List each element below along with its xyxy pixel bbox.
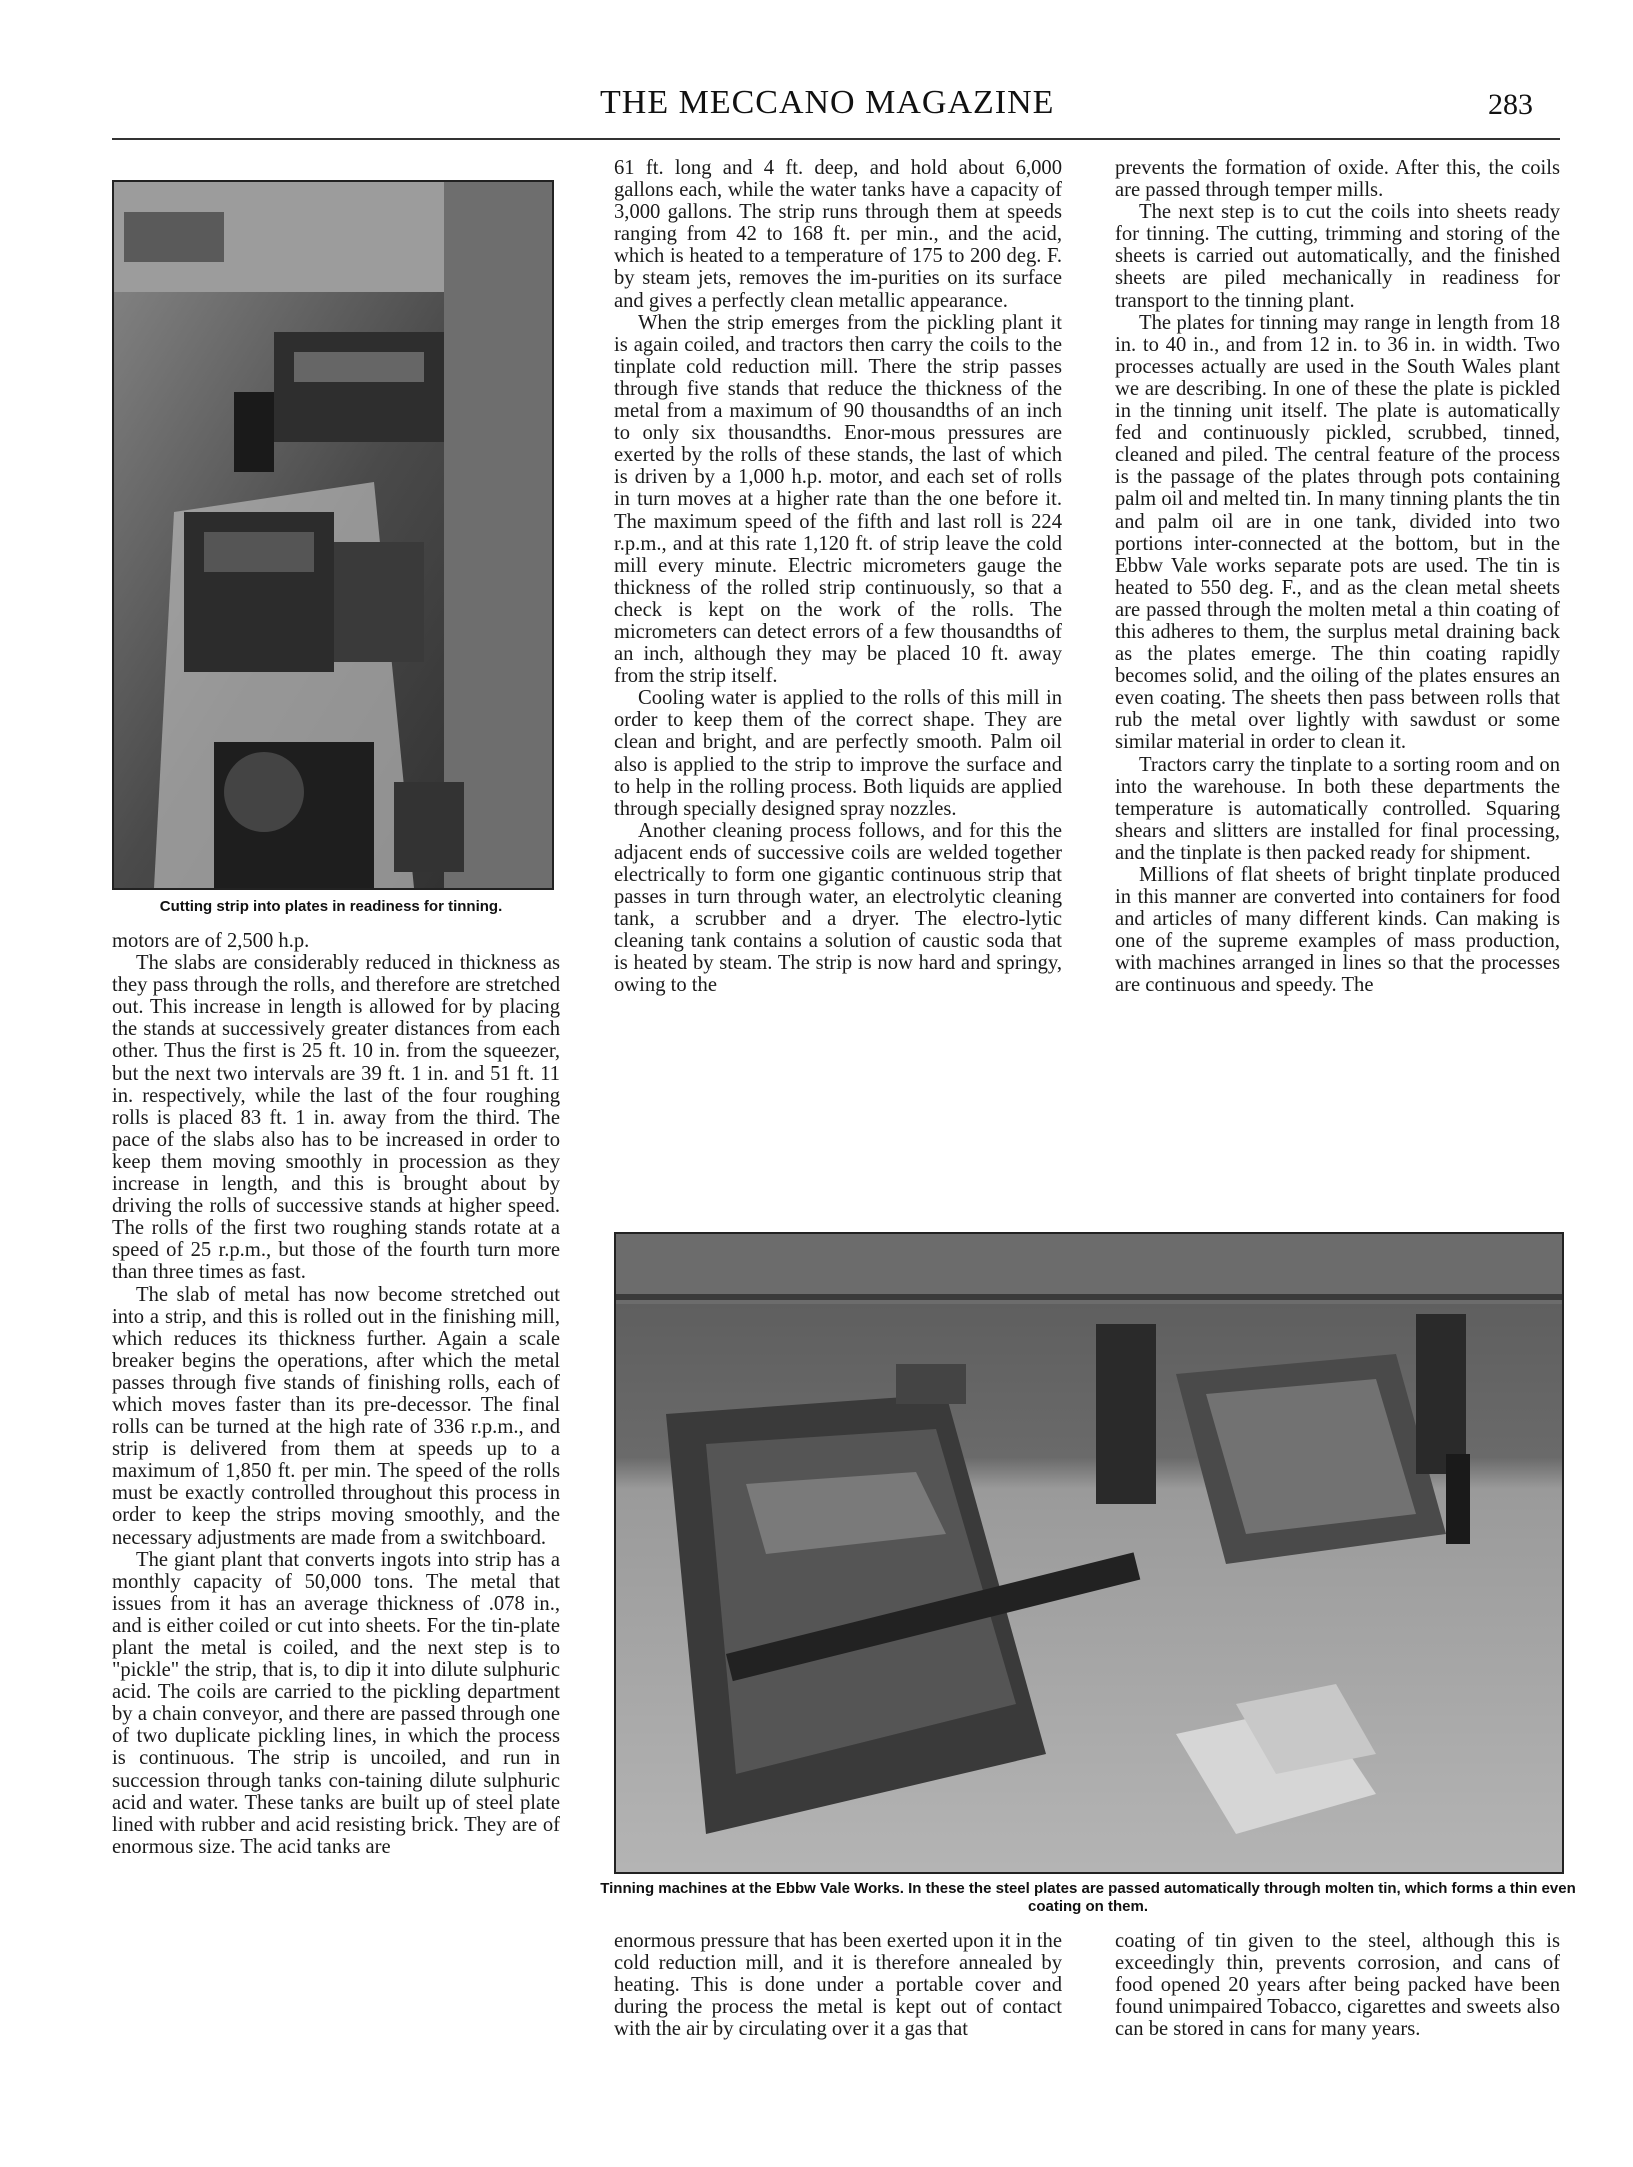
paragraph: When the strip emerges from the pickling plant it is again coiled, and tractors then carry the coils to the tinplate cold reduction mill. There the strip passes through five stands that reduce the thickness of the metal from a maximum of 90 thousandths of an inch to only six thousandths. Enor-mous pressures are exerted by the rolls of these stands, the last of which is driven by a 1,000 h.p. motor, and each set of rolls in turn moves at a higher rate than the one before it. The maximum speed of the fifth and last roll is 224 r.p.m., and at this rate 1,120 ft. of strip leave the cold mill every minute. Electric micrometers gauge the thickness of the rolled strip continuously, so that a check is kept on the work of the rolls. The micrometers can detect errors of a few thousandths of an inch, although they may be placed 10 ft. away from the strip itself. xyxy=(614,311,1062,688)
paragraph: The slab of metal has now become stretched out into a strip, and this is rolled out in the finishing mill, which reduces its thickness further. Again a scale breaker begins the operations, after which the metal passes through five stands of finishing rolls, each of which moves faster than its pre-decessor. The final rolls can be turned at the high rate of 336 r.p.m., and strip is delivered from them at speeds up to a maximum of 1,850 ft. per min. The speed of the rolls must be exactly controlled throughout this process in order to keep the strips moving smoothly, and the necessary adjustments are made from a switchboard. xyxy=(112,1283,560,1549)
paragraph: Tractors carry the tinplate to a sorting room and on into the warehouse. In both these departments the temperature is automatically controlled. Squaring shears and slitters are installed for final processing, and the tinplate is then packed ready for shipment. xyxy=(1115,753,1560,864)
paragraph: The giant plant that converts ingots into strip has a monthly capacity of 50,000 tons. The metal that issues from it has an average thickness of .078 in., and is either coiled or cut into sheets. For the tin-plate plant the metal is coiled, and the next step is to "pickle" the strip, that is, to dip it into dilute sulphuric acid. The coils are carried to the pickling department by a chain conveyor, and there are passed through one of two duplicate pickling lines, in which the process is continuous. The strip is uncoiled, and run in succession through tanks con-taining dilute sulphuric acid and water. These tanks are built up of steel plate lined with rubber and acid resisting brick. They are of enormous size. The acid tanks are xyxy=(112,1548,560,1858)
cutting-strip-photo xyxy=(112,180,554,890)
page-number: 283 xyxy=(1488,88,1533,121)
paragraph: Another cleaning process follows, and for this the adjacent ends of successive coils are welded together electrically to form one gigantic continuous strip that passes in turn through water, an electrolytic cleaning tank, a scrubber and a dryer. The electro-lytic cleaning tank contains a solution of caustic soda that is heated by steam. The strip is now hard and springy, owing to the xyxy=(614,819,1062,997)
paragraph: Millions of flat sheets of bright tinplate produced in this manner are converted into containers for food and articles of many different kinds. Can making is one of the supreme examples of mass production, with machines arranged in lines so that the processes are continuous and speedy. The xyxy=(1115,864,1560,997)
paragraph: The next step is to cut the coils into sheets ready for tinning. The cutting, trimming and storing of the sheets is carried out automatically, and the finished sheets are piled mechanically in readiness for transport to the tinning plant. xyxy=(1115,201,1560,312)
paragraph: enormous pressure that has been exerted upon it in the cold reduction mill, and it is therefore annealed by heating. This is done under a portable cover and during the process the metal is kept out of contact with the air by circulating over it a gas that xyxy=(614,1930,1062,2041)
paragraph: coating of tin given to the steel, although this is exceedingly thin, prevents corrosion, and cans of food opened 20 years after being packed have been found unimpaired Tobacco, cigarettes and sweets also can be stored in cans for many years. xyxy=(1115,1930,1560,2041)
bottom-right-column xyxy=(1115,1930,1560,2065)
middle-column xyxy=(614,157,1062,1202)
cutting-strip-caption: Cutting strip into plates in readiness for tinning. xyxy=(159,898,503,915)
paragraph: The plates for tinning may range in length from 18 in. to 40 in., and from 12 in. to 36 in. in width. Two processes actually are used in the South Wales plant we are describing. In one of these the plate is pickled in the tinning unit itself. The plate is automatically fed and continuously pickled, scrubbed, tinned, cleaned and piled. The central feature of the process is the passage of the plates through pots containing palm oil and melted tin. In many tinning plants the tin and palm oil are in one tank, divided into two portions inter-connected at the bottom, but in the Ebbw Vale works separate pots are used. The tin is heated to 550 deg. F., and as the clean metal sheets are passed through the molten metal a thin coating of this adheres to them, the surplus metal draining back as the plates emerge. The thin coating rapidly becomes solid, and the oiling of the plates ensures an even coating. The sheets then pass between rolls that rub the metal over lightly with sawdust or some similar material in order to clean it. xyxy=(1115,311,1560,754)
paragraph: 61 ft. long and 4 ft. deep, and hold about 6,000 gallons each, while the water tanks have a capacity of 3,000 gallons. The strip runs through them at speeds ranging from 42 to 168 ft. per min., and the acid, which is heated to a temperature of 175 to 200 deg. F. by steam jets, removes the im-purities on its surface and gives a perfectly clean metallic appearance. xyxy=(614,157,1062,312)
paragraph: motors are of 2,500 h.p. xyxy=(112,930,310,952)
magazine-title: THE MECCANO MAGAZINE xyxy=(600,84,1055,121)
tinning-machines-photo xyxy=(614,1232,1564,1874)
left-column xyxy=(112,930,560,2065)
bottom-middle-column xyxy=(614,1930,1062,2065)
paragraph: Cooling water is applied to the rolls of this mill in order to keep them of the correct shape. They are clean and bright, and are perfectly smooth. Palm oil also is applied to the strip to improve the surface and to help in the rolling process. Both liquids are applied through specially designed spray nozzles. xyxy=(614,687,1062,820)
right-column xyxy=(1115,157,1560,1202)
paragraph: prevents the formation of oxide. After this, the coils are passed through temper mills. xyxy=(1115,157,1560,202)
paragraph: The slabs are considerably reduced in thickness as they pass through the rolls, and therefore are stretched out. This increase in length is allowed for by placing the stands at successively greater distances from each other. Thus the first is 25 ft. 10 in. from the squeezer, but the next two intervals are 39 ft. 1 in. and 51 ft. 11 in. respectively, while the last of the four roughing rolls is placed 83 ft. 1 in. away from the third. The pace of the slabs also has to be increased in order to keep them moving smoothly in procession as they increase in length, and this is brought about by driving the rolls of successive stands at higher speed. The rolls of the first two roughing stands rotate at a speed of 25 r.p.m., but those of the fourth turn more than three times as fast. xyxy=(112,952,560,1284)
tinning-machines-caption: Tinning machines at the Ebbw Vale Works. In these the steel plates are passed automatically through molten tin, which forms a thin even coating on them. xyxy=(600,1880,1576,1915)
header-rule xyxy=(112,138,1560,140)
